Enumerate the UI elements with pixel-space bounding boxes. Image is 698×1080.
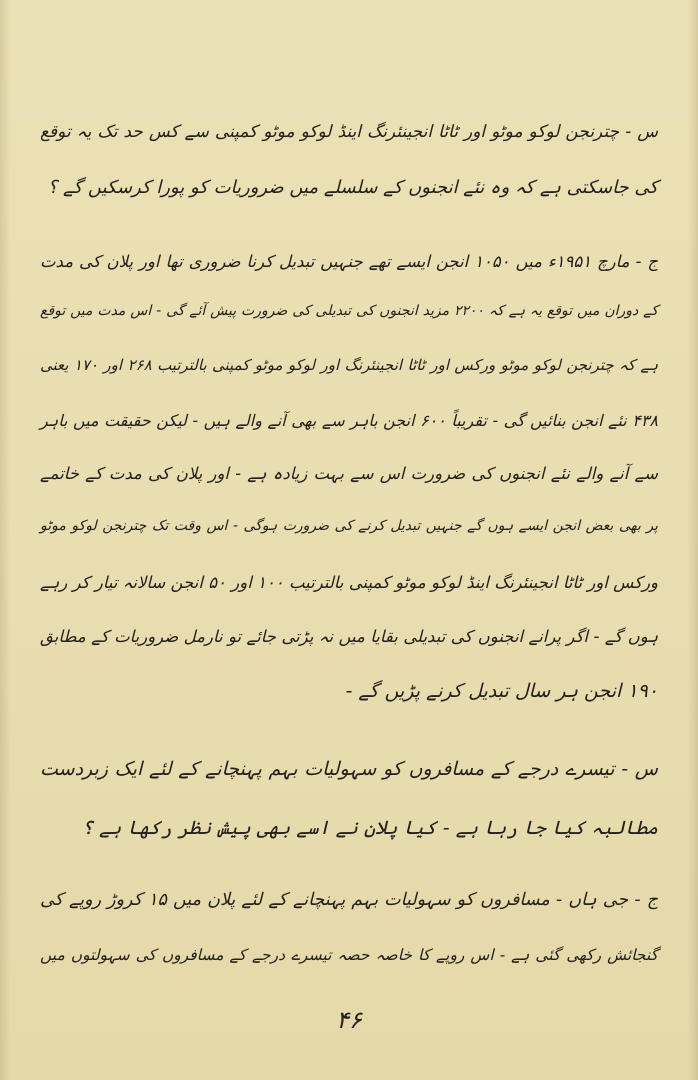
question-2-line-1: س - تیسرے درجے کے مسافروں کو سہولیات بہم پہنچانے کے لئے ایک زبردست — [40, 758, 658, 780]
question-1-line-1: س - چترنجن لوکو موٹو اور ٹاٹا انجینئرنگ اینڈ لوکو موٹو کمپنی سے کس حد تک یہ توقع — [40, 122, 658, 142]
answer-2-line-2: گنجائش رکھی گئی ہے - اس روپے کا خاصہ حصہ تیسرے درجے کے مسافروں کی سہولتوں میں — [40, 946, 658, 964]
page-edge-shadow-right — [688, 0, 698, 1080]
answer-1-line-8: ہوں گے - اگر پرانے انجنوں کی تبدیلی بقایا میں نہ پڑتی جائے تو نارمل ضروریات کے مطابق — [40, 627, 658, 646]
page-edge-shadow-left — [0, 0, 10, 1080]
answer-2-line-1: ج - جی ہاں - مسافروں کو سہولیات بہم پہنچانے کے لئے پلان میں ۱۵ کروڑ روپے کی — [40, 890, 658, 910]
question-2-line-2: مطالبہ کیا جا رہا ہے - کیا پلان نے اسے بھی پیش نظر رکھا ہے ؟ — [81, 817, 658, 839]
answer-1-line-5: سے آنے والے نئے انجنوں کی ضرورت اس سے بہت زیادہ ہے - اور پلان کی مدت کے خاتمے — [40, 464, 658, 483]
question-1-line-2: کی جاسکتی ہے کہ وہ نئے انجنوں کے سلسلے میں ضروریات کو پورا کرسکیں گے ؟ — [47, 177, 658, 198]
page-number: ۴۶ — [336, 1006, 362, 1034]
answer-1-line-7: ورکس اور ٹاٹا انجینئرنگ اینڈ لوکو موٹو کمپنی بالترتیب ۱۰۰ اور ۵۰ انجن سالانہ تیار کر رہے — [40, 573, 659, 592]
answer-1-line-9: ۱۹۰ انجن ہر سال تبدیل کرنے پڑیں گے - — [345, 680, 658, 702]
answer-1-line-6: پر بھی بعض انجن ایسے ہوں گے جنہیں تبدیل کرنے کی ضرورت ہوگی - اس وقت تک چترنجن لوکو موٹو — [40, 518, 658, 534]
answer-1-line-2: کے دوران میں توقع یہ ہے کہ ۲۲۰۰ مزید انجنوں کی تبدیلی کی ضرورت پیش آئے گی - اس مدت میں توقع — [40, 303, 658, 319]
answer-1-line-3: ہے کہ چترنجن لوکو موٹو ورکس اور ٹاٹا انجینئرنگ اور لوکو موٹو کمپنی بالترتیب ۲۶۸ اور ۱۷۰ یعنی — [40, 356, 658, 374]
answer-1-line-1: ج - مارچ ۱۹۵۱ء میں ۱۰۵۰ انجن ایسے تھے جنہیں تبدیل کرنا ضروری تھا اور پلان کی مدت — [40, 252, 658, 271]
answer-1-line-4: ۴۳۸ نئے انجن بنائیں گی - تقریباً ۶۰۰ انجن باہر سے بھی آنے والے ہیں - لیکن حقیقت میں باہر — [40, 411, 658, 430]
